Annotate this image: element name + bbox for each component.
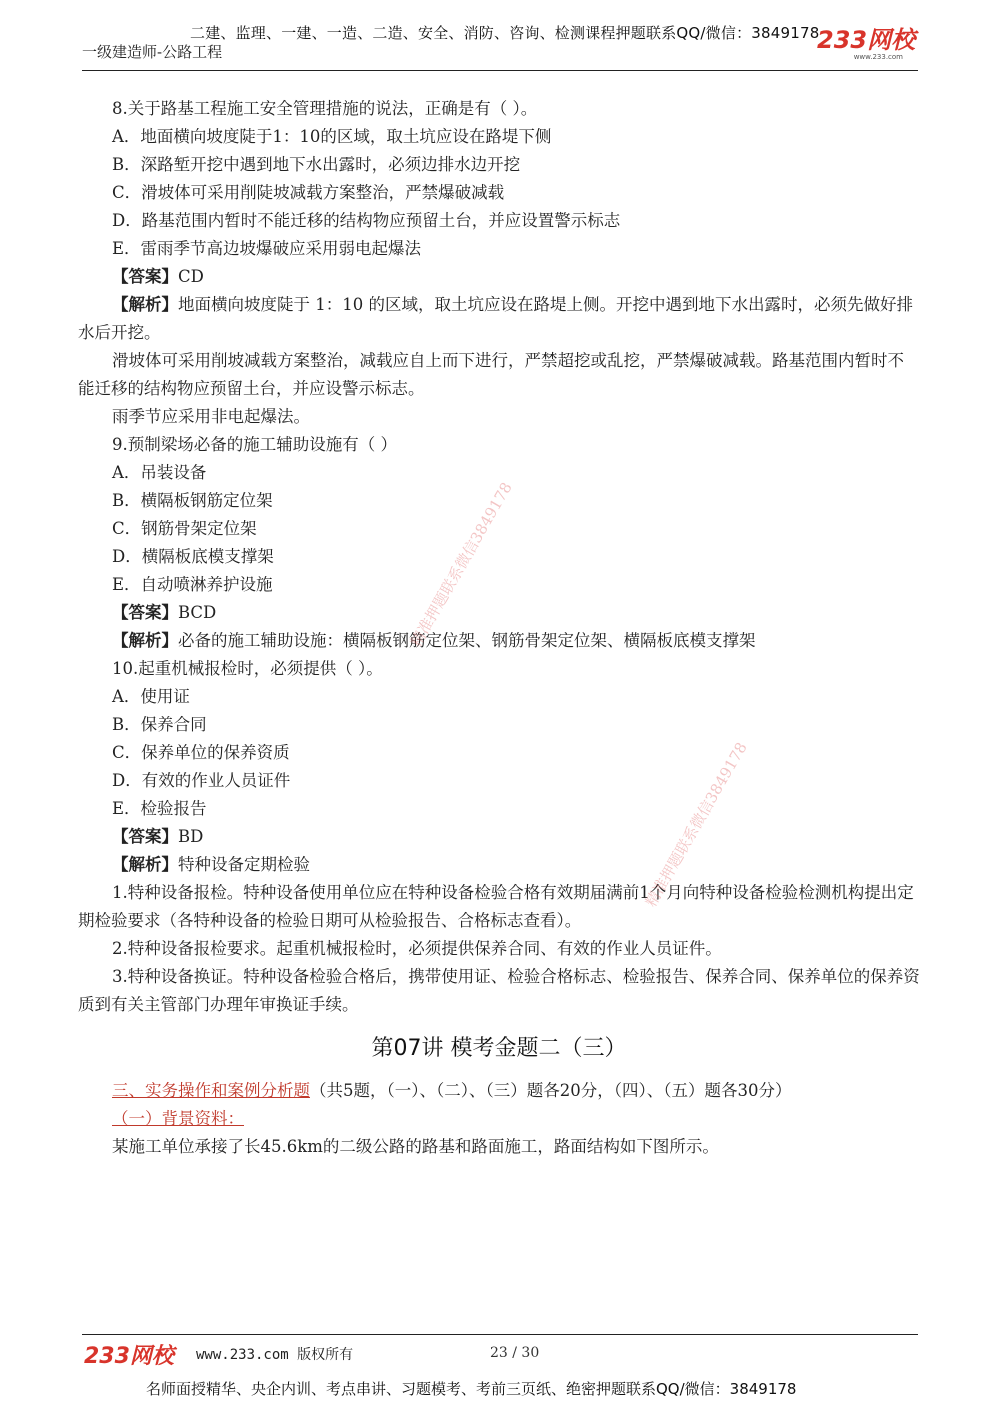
q9-option-d: D．横隔板底模支撑架: [112, 547, 274, 566]
q8-option-d: D．路基范围内暂时不能迁移的结构物应预留土台，并应设置警示标志: [112, 211, 621, 230]
footer-divider: [82, 1334, 918, 1335]
q10-option-b: B．保养合同: [112, 715, 207, 734]
answer-value: CD: [178, 267, 204, 286]
logo-url: www.233.com: [853, 53, 903, 61]
q8-analysis-3: 雨季节应采用非电起爆法。: [112, 407, 310, 426]
watermark-1: 精准押题联系微信3849178: [406, 479, 516, 650]
answer-tag: 【答案】: [112, 827, 178, 846]
q8-answer: [78, 263, 920, 291]
document-body: [78, 95, 920, 1161]
q9-answer: [78, 599, 920, 627]
footer-logo[interactable]: 233网校: [84, 1344, 174, 1369]
q9-option-a: A．吊装设备: [112, 463, 207, 482]
q9-stem: 9.预制梁场必备的施工辅助设施有（ ）: [112, 435, 397, 454]
analysis-text: 必备的施工辅助设施：横隔板钢筋定位架、钢筋骨架定位架、横隔板底模支撑架: [178, 631, 756, 650]
q10-option-d: D．有效的作业人员证件: [112, 771, 291, 790]
part-description: （共5题，（一）、（二）、（三）题各20分，（四）、（五）题各30分）: [310, 1081, 792, 1100]
answer-value: BD: [178, 827, 204, 846]
header-subject: 一级建造师-公路工程: [82, 43, 223, 61]
answer-tag: 【答案】: [112, 603, 178, 622]
q9-option-e: E．自动喷淋养护设施: [112, 575, 273, 594]
q10-answer: [78, 823, 920, 851]
q10-option-a: A．使用证: [112, 687, 190, 706]
q10-analysis: [78, 851, 920, 879]
part-header: [78, 1077, 920, 1105]
q9-analysis: [78, 627, 920, 655]
q9-option-c: C．钢筋骨架定位架: [112, 519, 257, 538]
section-title: 第07讲 模考金题二（三）: [371, 1036, 627, 1061]
part-label: 三、实务操作和案例分析题: [112, 1081, 310, 1100]
watermark-2: 精准押题联系微信3849178: [641, 739, 751, 910]
analysis-text: 地面横向坡度陡于 1：10 的区域，取土坑应设在路堤上侧。开挖中遇到地下水出露时，必须先做好排水后开挖。: [78, 295, 913, 342]
q8-option-c: C．滑坡体可采用削陡坡减载方案整治，严禁爆破减载: [112, 183, 505, 202]
analysis-tag: 【解析】: [112, 631, 178, 650]
q10-point-1: 1.特种设备报检。特种设备使用单位应在特种设备检验合格有效期届满前1个月向特种设备检验检测机构提出定期检验要求（各特种设备的检验日期可从检验报告、合格标志查看）。: [78, 883, 914, 930]
q8-analysis-1: [78, 291, 920, 347]
q10-stem: 10.起重机械报检时，必须提供（ ）。: [112, 659, 383, 678]
footer-site[interactable]: www.233.com 版权所有: [196, 1347, 354, 1363]
q10-point-3: 3.特种设备换证。特种设备检验合格后，携带使用证、检验合格标志、检验报告、保养合同、保养单位的保养资质到有关主管部门办理年审换证手续。: [78, 967, 920, 1014]
answer-value: BCD: [178, 603, 217, 622]
q8-stem: 8.关于路基工程施工安全管理措施的说法，正确是有（ ）。: [112, 99, 538, 118]
background-label: （一）背景资料：: [112, 1109, 244, 1128]
answer-tag: 【答案】: [112, 267, 178, 286]
header-logo[interactable]: [817, 28, 917, 64]
q8-option-b: B．深路堑开挖中遇到地下水出露时，必须边排水边开挖: [112, 155, 521, 174]
header-contact-line: 二建、监理、一建、一造、二造、安全、消防、咨询、检测课程押题联系QQ/微信：3849178: [190, 24, 820, 42]
q8-option-a: A．地面横向坡度陡于1：10的区域，取土坑应设在路堤下侧: [112, 127, 552, 146]
q8-analysis-2: 滑坡体可采用削坡减载方案整治，减载应自上而下进行，严禁超挖或乱挖，严禁爆破减载。路基范围内暂时不能迁移的结构物应预留土台，并应设警示标志。: [78, 351, 904, 398]
analysis-tag: 【解析】: [112, 855, 178, 874]
background-text: 某施工单位承接了长45.6km的二级公路的路基和路面施工，路面结构如下图所示。: [112, 1137, 719, 1156]
footer-promo: 名师面授精华、央企内训、考点串讲、习题模考、考前三页纸、绝密押题联系QQ/微信：3849178: [146, 1380, 797, 1398]
analysis-text: 特种设备定期检验: [178, 855, 310, 874]
q10-point-2: 2.特种设备报检要求。起重机械报检时，必须提供保养合同、有效的作业人员证件。: [112, 939, 722, 958]
header-divider: [82, 70, 918, 71]
logo-text: 233网校: [817, 26, 916, 54]
q9-option-b: B．横隔板钢筋定位架: [112, 491, 273, 510]
q10-option-e: E．检验报告: [112, 799, 207, 818]
q10-option-c: C．保养单位的保养资质: [112, 743, 290, 762]
q8-option-e: E．雷雨季节高边坡爆破应采用弱电起爆法: [112, 239, 422, 258]
background-label-line: [78, 1105, 920, 1133]
page-number: 23 / 30: [490, 1345, 540, 1361]
analysis-tag: 【解析】: [112, 295, 178, 314]
